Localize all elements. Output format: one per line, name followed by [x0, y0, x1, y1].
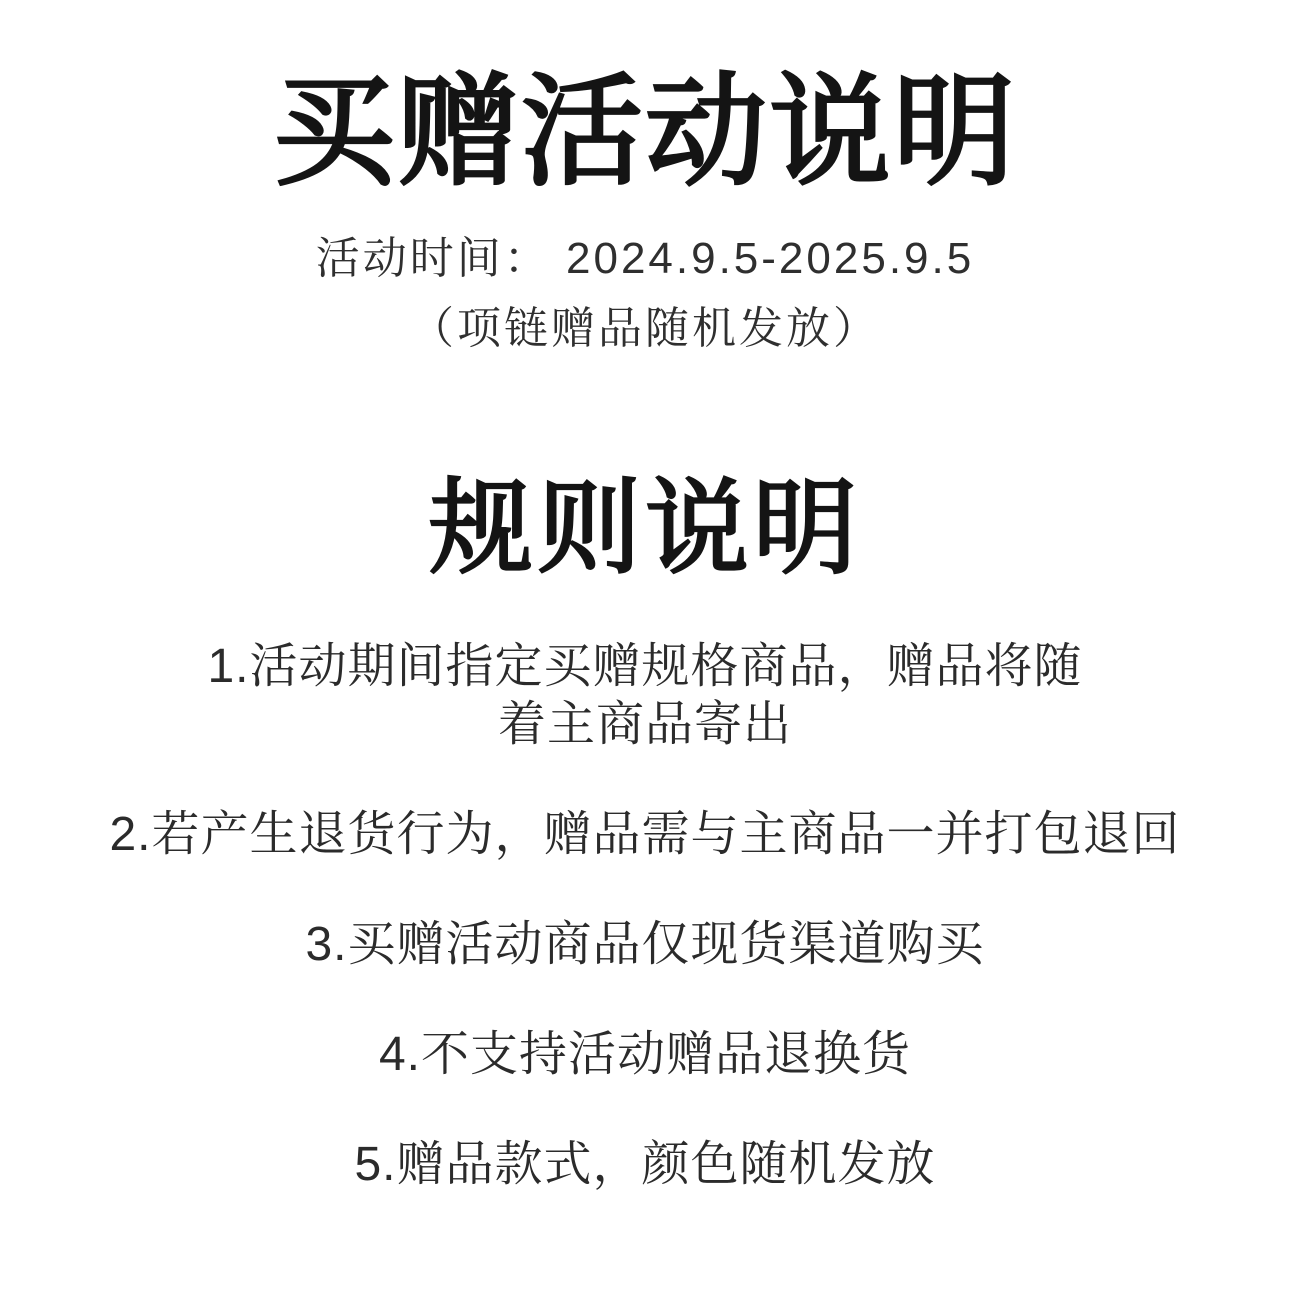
activity-period: 活动时间： 2024.9.5-2025.9.5	[315, 234, 975, 283]
rule-item-5	[70, 1136, 1220, 1194]
rules-heading: 规则说明	[428, 471, 861, 587]
rule-3-line-1: 3.买赠活动商品仅现货渠道购买	[305, 918, 985, 971]
rule-item-1	[70, 638, 1220, 754]
rule-2-line-1: 2.若产生退货行为，赠品需与主商品一并打包退回	[109, 808, 1181, 861]
rule-item-4	[70, 1026, 1220, 1084]
rule-5-line-1: 5.赠品款式，颜色随机发放	[354, 1138, 936, 1191]
promo-subheader	[0, 224, 1290, 364]
rule-item-3	[70, 916, 1220, 974]
rule-4-line-1: 4.不支持活动赠品退换货	[378, 1028, 912, 1081]
rules-list	[70, 638, 1220, 1194]
rule-item-2	[70, 806, 1220, 864]
rule-1-line-2: 着主商品寄出	[497, 698, 792, 751]
gift-note: （项链赠品随机发放）	[410, 304, 880, 353]
promo-title: 买赠活动说明	[273, 64, 1017, 200]
rule-1-line-1: 1.活动期间指定买赠规格商品，赠品将随	[207, 640, 1083, 693]
